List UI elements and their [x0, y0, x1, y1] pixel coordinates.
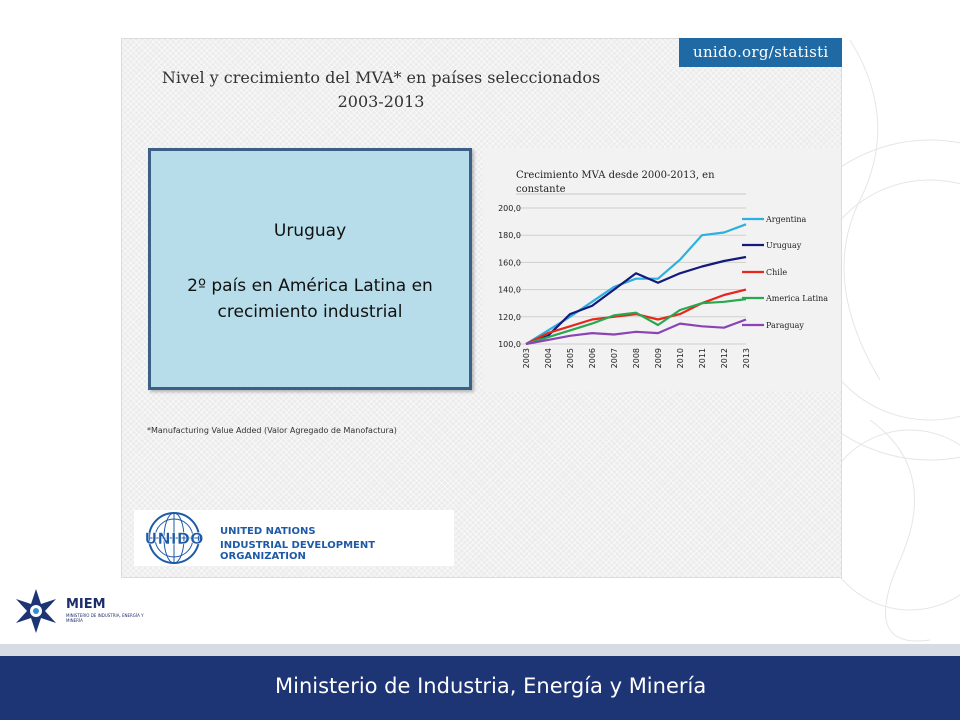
unido-logo [134, 510, 454, 566]
legend-label: Paraguay [766, 321, 804, 330]
slide-subtitle-years: 2003-2013 [337, 92, 425, 111]
x-tick-label: 2008 [632, 348, 641, 369]
x-tick-label: 2005 [566, 348, 575, 369]
un-emblem-icon [134, 510, 214, 566]
legend-label: Argentina [766, 215, 807, 224]
miem-name: MIEM [66, 597, 106, 612]
unido-name-line2: INDUSTRIAL DEVELOPMENT ORGANIZATION [220, 540, 376, 562]
x-tick-label: 2009 [654, 348, 663, 369]
mva-growth-chart [484, 148, 841, 391]
slide-title: Nivel y crecimiento del MVA* en países seleccionados [161, 68, 601, 87]
unido-name-line1: UNITED NATIONS [220, 526, 316, 537]
y-tick-label: 160,0 [498, 258, 521, 268]
y-tick-label: 120,0 [498, 312, 521, 322]
x-tick-label: 2004 [544, 348, 553, 369]
legend-label: Uruguay [766, 241, 802, 250]
source-url-tag: unido.org/statisti [679, 38, 842, 67]
y-tick-label: 100,0 [498, 340, 521, 349]
miem-subtitle: MINISTERIO DE INDUSTRIA, ENERGÍA Y MINERÍA [66, 613, 144, 623]
x-tick-label: 2011 [698, 348, 707, 369]
miem-logo [12, 585, 152, 637]
highlight-box [148, 148, 472, 390]
chart-container [484, 148, 841, 391]
miem-star-icon [12, 585, 60, 637]
x-tick-label: 2006 [588, 348, 597, 369]
y-tick-label: 200,0 [498, 204, 521, 213]
footer-title: Ministerio de Industria, Energía y Minería [275, 674, 707, 698]
y-tick-label: 140,0 [498, 285, 521, 295]
chart-title: Crecimiento MVA desde 2000-2013, en constante [516, 170, 715, 195]
unido-logo-text: UNIDO [144, 529, 204, 548]
legend-label: Chile [766, 268, 788, 277]
x-tick-label: 2012 [720, 348, 729, 369]
y-tick-label: 180,0 [498, 231, 521, 241]
highlight-country: Uruguay [273, 221, 347, 241]
x-tick-label: 2007 [610, 348, 619, 369]
footer-divider [0, 644, 960, 656]
footnote: *Manufacturing Value Added (Valor Agregado de Manofactura) [147, 426, 397, 435]
footer-bar [0, 656, 960, 720]
highlight-rank-text: 2º país en América Latina en crecimiento industrial [187, 276, 433, 322]
x-tick-label: 2010 [676, 348, 685, 369]
x-tick-label: 2003 [522, 348, 531, 369]
legend-label: America Latina [766, 294, 829, 303]
x-tick-label: 2013 [742, 348, 751, 369]
